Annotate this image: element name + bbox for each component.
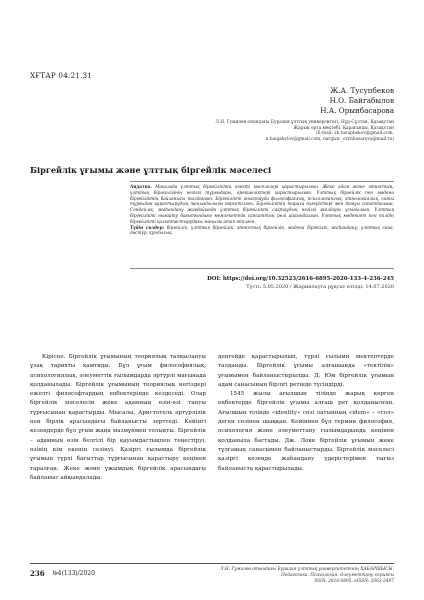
affiliations	[134, 120, 394, 142]
body-column-right	[218, 353, 394, 474]
footer-divider	[30, 563, 394, 564]
author-list	[194, 86, 394, 116]
body-column-left	[30, 353, 206, 483]
journal-line: Л.Н. Гумилев атындағы Еуразия ұлттық университетінің ХАБАРШЫСЫ.	[220, 567, 394, 572]
issue-number: №4(133)/2020	[52, 570, 95, 577]
abstract-body: Мақалада ұлттық біргейліктің өзекті мәселелері қарастырылған. Жеке адам және этностың, ұлттың біргейлігінің негізгі тұрғыдары, ерекшеліктері қарастырылған. Ұлттық біргейлік пен мәдени біргейліктің байланысы талданған. Біргейлікті анықтауда философиялық, психологиялық, этнологиялық, саяси тұрғыдан қарастырудың маңыздылығы көрсетілген. Біргейліктің тарихи өзгерістері мен дамуы сипатталған. Сондай-ақ, жаһандану жағдайында ұлттық біргейлікті сақтаудың негізгі жолдары ұсынылған. Ұлттық біргейлікті нығайту бағытындағы мемлекеттік саясаттың рөлі айқындалған. Ұлттық мәдениет пен тілдің біргейлікті қалыптастырудағы маңызы атап өтілген.	[130, 184, 394, 224]
journal-line: Педагогика. Психология. Әлеуметтану сериясы	[281, 572, 394, 578]
affiliation-line: Л.Н. Гумилев атындағы Еуразия ұлттық университеті, Нұр-Сұлтан, Қазақстан	[215, 120, 394, 125]
keywords-label: Түйін сөздер:	[130, 224, 165, 230]
abstract-block	[130, 181, 394, 269]
keywords-body: біргейлік, ұлттық біргейлік, этностық біргейлік, мәдени біргейлік, жаһандану, ұлттық сана, дәстүр, құндылық.	[130, 224, 394, 236]
affiliation-line: Жарық орта мектебі, Қарағанды, Қазақстан	[293, 125, 394, 131]
affiliation-line: (E-mail: zh.tusupbekov@gmail.com,	[315, 131, 394, 137]
body-paragraph: деңгейде қарастырылып, түрлі ғылыми мектептерде талданды. Біргейлік ұғымы алғашында «тектілік» ұғымымен байланыстырылды. Д. Юм біргейлік ұғымын адам санасының бірлігі ретінде түсіндірді.	[218, 354, 394, 388]
author-name: Н.О. Байгабылов	[329, 96, 394, 105]
author-name: Ж.А. Тусупбеков	[330, 86, 394, 95]
journal-info	[154, 567, 394, 584]
author-name: Н.А. Орынбасарова	[320, 106, 394, 115]
body-paragraph: Кіріспе. Біргейлік ұғымының теориялық талқылануы ұзақ тарихты қамтиды. Бұл ұғым философиялық, психологиялық, әлеуметтік ғылымдарда әртүрлі мағынада қолданылады. Біргейлік ұғымының теориялық негіздері ежелгі философтардың еңбектерінде кездеседі. Олар біргейлік мәселесін жеке адамның өзін-өзі тануы тұрғысынан қарастырды. Мысалы, Аристотель әртүрлілік пен бірлік арасындағы байланысты зерттеді. Кейінгі кезеңдерде бұл ұғым жаңа мазмұнмен толықты. Біргейлік – адамның өзін белгілі бір қауымдастықпен теңестіруі, өзінің кім екенін сезінуі. Қазіргі ғылымда біргейлік ұғымын түрлі бағыттар тұрғысынан қарастыру кеңінен таралған. Жеке және ұжымдық біргейлік арасындағы байланыс айқындалады.	[30, 354, 206, 481]
abstract-label: Аңдатпа.	[130, 184, 152, 189]
body-paragraph: 1545 жылы ағылшын тілінде жарық көрген еңбектерде біргейлік ұғымы алғаш рет қолданылған. Ағылшын тілінде «identity» сөзі латынның «idem» – «сол» деген сөзінен шыққан. Кейіннен бұл термин философия, психология және әлеуметтану ғылымдарында кеңінен қолданыла бастады. Дж. Локк біргейлік ұғымын жеке тұлғаның санасымен байланыстырды. Біргейлік мәселесі қазіргі кезеңде жаһандану үдерістерімен тығыз байланыста қарастырылады.	[218, 391, 394, 472]
article-title: Біргейлік ұғымы және ұлттық біргейлік мәселесі	[30, 165, 272, 175]
article-dates: Түсті: 5.05.2020 / Жариялауға рұқсат етілді: 14.07.2020	[246, 284, 394, 290]
doi-link[interactable]: DOI: https://doi.org/10.32523/2616-6895-2020-133-4-236-245	[207, 276, 394, 282]
page-number: 236	[30, 569, 45, 578]
affiliation-line: n.baigabylov@gmail.com, nargiza-_orynbasarova@mail.ru)	[265, 136, 394, 142]
keywords	[130, 225, 394, 237]
classification-code: ХҒТАР 04.21.31	[30, 71, 93, 80]
abstract-text	[130, 184, 394, 225]
journal-line: ISSN: 2616-6895, eISSN: 2663-2497	[314, 578, 394, 584]
